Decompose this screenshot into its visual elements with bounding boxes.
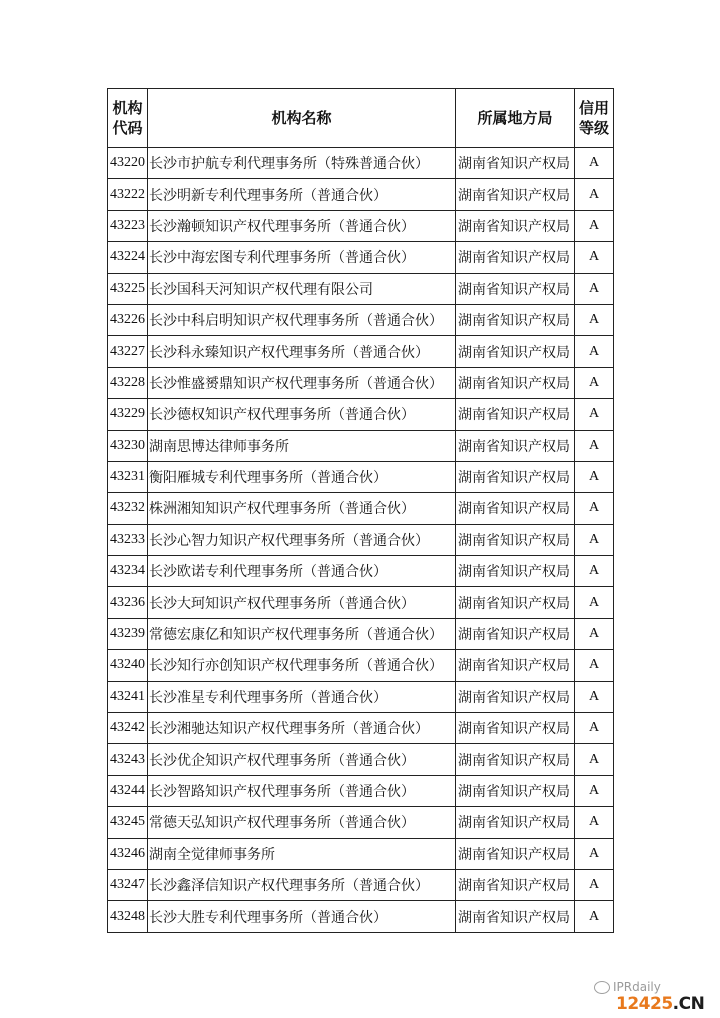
table-row xyxy=(108,775,614,806)
table-row xyxy=(108,650,614,681)
cell-credit-grade: A xyxy=(575,367,614,398)
cell-credit-grade: A xyxy=(575,901,614,932)
table-row xyxy=(108,493,614,524)
cell-credit-grade: A xyxy=(575,304,614,335)
cell-agency-name: 长沙科永臻知识产权代理事务所（普通合伙） xyxy=(148,336,456,367)
table-body xyxy=(108,148,614,933)
cell-region-bureau: 湖南省知识产权局 xyxy=(456,493,575,524)
table-row xyxy=(108,242,614,273)
cell-region-bureau: 湖南省知识产权局 xyxy=(456,273,575,304)
header-region-bureau: 所属地方局 xyxy=(456,89,575,148)
cell-agency-code: 43245 xyxy=(108,807,148,838)
table-row xyxy=(108,210,614,241)
table-row xyxy=(108,838,614,869)
cell-credit-grade: A xyxy=(575,210,614,241)
cell-agency-code: 43222 xyxy=(108,179,148,210)
cell-agency-name: 常德宏康亿和知识产权代理事务所（普通合伙） xyxy=(148,618,456,649)
cell-credit-grade: A xyxy=(575,681,614,712)
cell-agency-name: 长沙惟盛赟鼎知识产权代理事务所（普通合伙） xyxy=(148,367,456,398)
table-row xyxy=(108,399,614,430)
cell-agency-name: 长沙知行亦创知识产权代理事务所（普通合伙） xyxy=(148,650,456,681)
cell-agency-code: 43242 xyxy=(108,713,148,744)
table-row xyxy=(108,367,614,398)
cell-region-bureau: 湖南省知识产权局 xyxy=(456,304,575,335)
cell-agency-code: 43231 xyxy=(108,461,148,492)
cell-agency-name: 长沙中海宏图专利代理事务所（普通合伙） xyxy=(148,242,456,273)
cell-agency-code: 43226 xyxy=(108,304,148,335)
cell-credit-grade: A xyxy=(575,493,614,524)
table-row xyxy=(108,179,614,210)
cell-agency-code: 43239 xyxy=(108,618,148,649)
cell-region-bureau: 湖南省知识产权局 xyxy=(456,838,575,869)
cell-region-bureau: 湖南省知识产权局 xyxy=(456,399,575,430)
cell-agency-name: 长沙明新专利代理事务所（普通合伙） xyxy=(148,179,456,210)
cell-region-bureau: 湖南省知识产权局 xyxy=(456,210,575,241)
cell-agency-code: 43248 xyxy=(108,901,148,932)
cell-region-bureau: 湖南省知识产权局 xyxy=(456,336,575,367)
cell-credit-grade: A xyxy=(575,242,614,273)
watermark-text: IPRdaily xyxy=(613,980,661,994)
cell-agency-code: 43243 xyxy=(108,744,148,775)
cell-credit-grade: A xyxy=(575,399,614,430)
cell-credit-grade: A xyxy=(575,807,614,838)
cell-agency-code: 43247 xyxy=(108,869,148,900)
cell-credit-grade: A xyxy=(575,869,614,900)
cell-region-bureau: 湖南省知识产权局 xyxy=(456,367,575,398)
cell-region-bureau: 湖南省知识产权局 xyxy=(456,430,575,461)
table-row xyxy=(108,430,614,461)
site-logo xyxy=(616,994,704,1014)
cell-agency-code: 43241 xyxy=(108,681,148,712)
cell-credit-grade: A xyxy=(575,524,614,555)
table-row xyxy=(108,744,614,775)
cell-region-bureau: 湖南省知识产权局 xyxy=(456,901,575,932)
header-agency-name: 机构名称 xyxy=(148,89,456,148)
header-agency-code: 机构 代码 xyxy=(108,89,148,148)
table-row xyxy=(108,556,614,587)
cell-agency-name: 长沙国科天河知识产权代理有限公司 xyxy=(148,273,456,304)
cell-region-bureau: 湖南省知识产权局 xyxy=(456,681,575,712)
cell-agency-name: 长沙德权知识产权代理事务所（普通合伙） xyxy=(148,399,456,430)
cell-agency-code: 43230 xyxy=(108,430,148,461)
table-row xyxy=(108,273,614,304)
table-row xyxy=(108,713,614,744)
cell-region-bureau: 湖南省知识产权局 xyxy=(456,713,575,744)
cell-credit-grade: A xyxy=(575,273,614,304)
cell-agency-code: 43224 xyxy=(108,242,148,273)
cell-agency-code: 43227 xyxy=(108,336,148,367)
cell-region-bureau: 湖南省知识产权局 xyxy=(456,461,575,492)
cell-region-bureau: 湖南省知识产权局 xyxy=(456,179,575,210)
cell-agency-name: 长沙欧诺专利代理事务所（普通合伙） xyxy=(148,556,456,587)
cell-region-bureau: 湖南省知识产权局 xyxy=(456,148,575,179)
table-row xyxy=(108,336,614,367)
table-row xyxy=(108,681,614,712)
table-row xyxy=(108,869,614,900)
cell-credit-grade: A xyxy=(575,650,614,681)
agency-credit-table xyxy=(107,88,614,933)
cell-agency-name: 衡阳雁城专利代理事务所（普通合伙） xyxy=(148,461,456,492)
cell-region-bureau: 湖南省知识产权局 xyxy=(456,869,575,900)
table-header-row xyxy=(108,89,614,148)
cell-agency-code: 43228 xyxy=(108,367,148,398)
table-row xyxy=(108,524,614,555)
cell-agency-name: 长沙鑫泽信知识产权代理事务所（普通合伙） xyxy=(148,869,456,900)
cell-credit-grade: A xyxy=(575,618,614,649)
table-row xyxy=(108,901,614,932)
cell-credit-grade: A xyxy=(575,775,614,806)
cell-credit-grade: A xyxy=(575,148,614,179)
cell-credit-grade: A xyxy=(575,336,614,367)
cell-agency-name: 长沙湘驰达知识产权代理事务所（普通合伙） xyxy=(148,713,456,744)
cell-agency-name: 湖南思博达律师事务所 xyxy=(148,430,456,461)
cell-region-bureau: 湖南省知识产权局 xyxy=(456,556,575,587)
cell-region-bureau: 湖南省知识产权局 xyxy=(456,587,575,618)
cell-agency-code: 43229 xyxy=(108,399,148,430)
cell-region-bureau: 湖南省知识产权局 xyxy=(456,775,575,806)
cell-region-bureau: 湖南省知识产权局 xyxy=(456,242,575,273)
cell-agency-name: 长沙瀚顿知识产权代理事务所（普通合伙） xyxy=(148,210,456,241)
cell-agency-name: 常德天弘知识产权代理事务所（普通合伙） xyxy=(148,807,456,838)
cell-credit-grade: A xyxy=(575,744,614,775)
table-row xyxy=(108,148,614,179)
cell-agency-name: 长沙大珂知识产权代理事务所（普通合伙） xyxy=(148,587,456,618)
cell-agency-code: 43236 xyxy=(108,587,148,618)
site-logo-number: 12425 xyxy=(616,994,673,1014)
cell-agency-name: 长沙智路知识产权代理事务所（普通合伙） xyxy=(148,775,456,806)
cell-agency-name: 长沙大胜专利代理事务所（普通合伙） xyxy=(148,901,456,932)
cell-agency-code: 43240 xyxy=(108,650,148,681)
cell-agency-name: 长沙优企知识产权代理事务所（普通合伙） xyxy=(148,744,456,775)
cell-agency-name: 株洲湘知知识产权代理事务所（普通合伙） xyxy=(148,493,456,524)
cell-agency-code: 43233 xyxy=(108,524,148,555)
cell-agency-name: 长沙市护航专利代理事务所（特殊普通合伙） xyxy=(148,148,456,179)
cell-agency-code: 43220 xyxy=(108,148,148,179)
cell-agency-name: 长沙中科启明知识产权代理事务所（普通合伙） xyxy=(148,304,456,335)
cell-agency-code: 43246 xyxy=(108,838,148,869)
table-row xyxy=(108,304,614,335)
cell-agency-name: 湖南全觉律师事务所 xyxy=(148,838,456,869)
cell-credit-grade: A xyxy=(575,461,614,492)
cell-region-bureau: 湖南省知识产权局 xyxy=(456,650,575,681)
wechat-watermark xyxy=(594,980,661,994)
cell-agency-code: 43225 xyxy=(108,273,148,304)
cell-agency-code: 43223 xyxy=(108,210,148,241)
wechat-icon xyxy=(594,981,610,994)
cell-region-bureau: 湖南省知识产权局 xyxy=(456,524,575,555)
header-credit-grade: 信用 等级 xyxy=(575,89,614,148)
cell-region-bureau: 湖南省知识产权局 xyxy=(456,744,575,775)
cell-credit-grade: A xyxy=(575,430,614,461)
table-row xyxy=(108,807,614,838)
table-row xyxy=(108,587,614,618)
cell-credit-grade: A xyxy=(575,713,614,744)
cell-region-bureau: 湖南省知识产权局 xyxy=(456,618,575,649)
cell-credit-grade: A xyxy=(575,179,614,210)
cell-agency-code: 43234 xyxy=(108,556,148,587)
site-logo-domain: .CN xyxy=(672,994,705,1014)
cell-agency-name: 长沙心智力知识产权代理事务所（普通合伙） xyxy=(148,524,456,555)
cell-agency-code: 43232 xyxy=(108,493,148,524)
cell-credit-grade: A xyxy=(575,587,614,618)
cell-agency-name: 长沙准星专利代理事务所（普通合伙） xyxy=(148,681,456,712)
cell-region-bureau: 湖南省知识产权局 xyxy=(456,807,575,838)
cell-credit-grade: A xyxy=(575,556,614,587)
table-row xyxy=(108,461,614,492)
cell-agency-code: 43244 xyxy=(108,775,148,806)
table-row xyxy=(108,618,614,649)
cell-credit-grade: A xyxy=(575,838,614,869)
